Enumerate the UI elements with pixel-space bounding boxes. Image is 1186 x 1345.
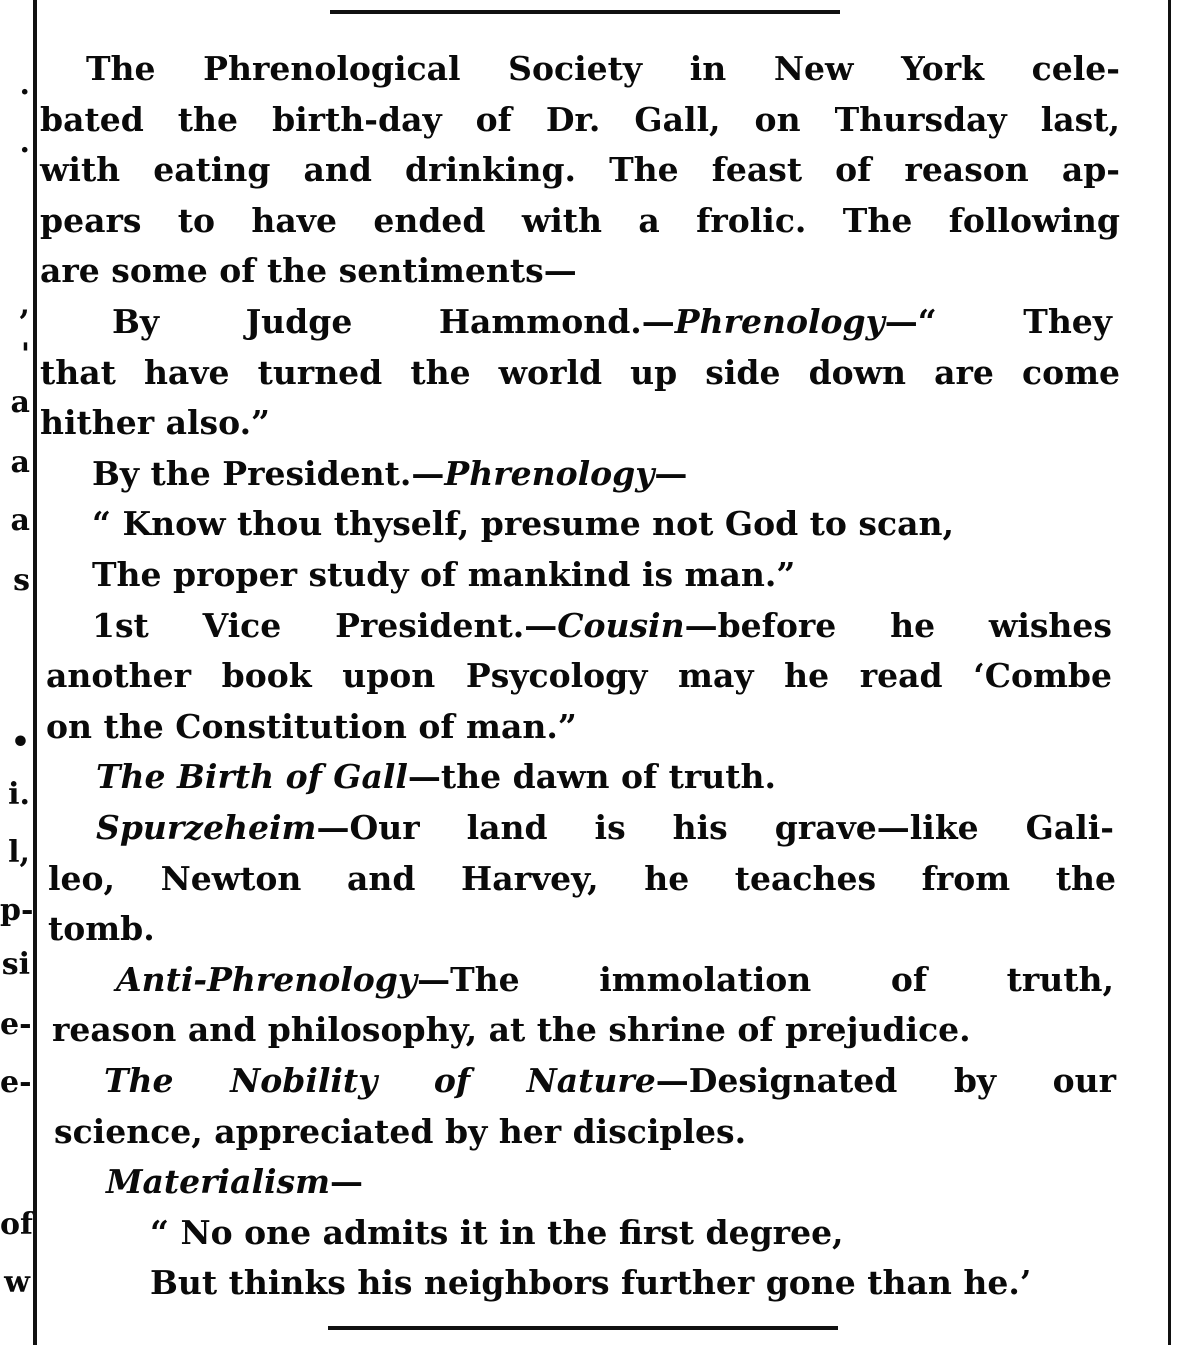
article-line (48, 854, 1116, 905)
article-text: pears to have ended with a frolic. The following (40, 200, 1120, 240)
article-line (48, 904, 1128, 955)
margin-fragment: i. (8, 777, 30, 812)
margin-fragment: a (10, 385, 30, 420)
margin-fragment: ' (20, 337, 30, 372)
margin-fragment: . (19, 125, 30, 160)
margin-fragment: l, (8, 835, 30, 870)
article-text: The proper study of mankind is man.” (92, 555, 796, 594)
article-line (40, 601, 1112, 652)
article-text: leo, Newton and Harvey, he teaches from the (48, 858, 1116, 898)
margin-fragment: e- (0, 1007, 32, 1042)
article-line (40, 246, 1120, 297)
toast-heading: The Birth of Gall (96, 757, 408, 797)
article-line (40, 44, 1120, 95)
article-line (40, 297, 1112, 348)
article-text: “ Know thou thyself, presume not God to scan, (92, 504, 954, 544)
article-line (40, 145, 1120, 196)
article-text: —before he wishes (684, 605, 1112, 645)
article-text: tomb. (48, 909, 155, 949)
article-line (46, 702, 1126, 753)
margin-fragment: e- (0, 1065, 32, 1100)
article-text: are some of the sentiments— (40, 251, 577, 291)
margin-fragment: , (19, 287, 30, 322)
toast-heading: Anti-Phrenology (116, 959, 418, 999)
article-line (40, 550, 1172, 601)
article-line (40, 1157, 1186, 1208)
article-text: bated the birth-day of Dr. Gall, on Thursday last, (40, 99, 1120, 139)
article-line (40, 803, 1114, 854)
article-text: —the dawn of truth. (407, 757, 777, 797)
article-text: “ No one admits it in the first degree, (150, 1212, 844, 1252)
article-line (40, 95, 1120, 146)
column-rule-left (33, 0, 37, 1345)
article-text: reason and philosophy, at the shrine of prejudice. (52, 1010, 971, 1050)
column-rule-right (1168, 0, 1171, 1345)
toast-heading: Cousin (557, 605, 685, 645)
article-line (40, 1258, 1186, 1309)
margin-fragment: . (19, 67, 30, 102)
article-text: —“ They (884, 302, 1112, 341)
article-text: The Phrenological Society in New York cele- (86, 49, 1120, 88)
article-text: —The immolation of truth, (417, 959, 1114, 999)
article-line (46, 651, 1112, 702)
article-line (52, 1005, 1132, 1056)
article-text: — (330, 1162, 364, 1202)
margin-fragment: of (0, 1207, 33, 1242)
section-rule-bottom (328, 1326, 838, 1330)
article-line (40, 449, 1172, 500)
article-text: science, appreciated by her disciples. (54, 1111, 747, 1151)
toast-heading: Materialism (106, 1162, 331, 1202)
article-text: By the President.— (92, 453, 445, 493)
article-text: But thinks his neighbors further gone than he.’ (150, 1263, 1032, 1303)
article-text: By Judge Hammond.— (112, 302, 675, 341)
article-text: hither also.” (40, 403, 271, 443)
toast-heading: Spurzeheim (96, 808, 317, 847)
article-text: with eating and drinking. The feast of reason ap- (40, 150, 1120, 190)
article-line (40, 196, 1120, 247)
margin-fragment: si (1, 947, 30, 982)
section-rule-top (330, 10, 840, 14)
article-line (40, 348, 1120, 399)
article-text: another book upon Psycology may he read ‘Combe (46, 656, 1112, 696)
article-text: on the Constitution of man.” (46, 706, 577, 746)
toast-heading: The Nobility of Nature (104, 1061, 656, 1100)
margin-fragment: w (4, 1265, 30, 1300)
margin-fragment: a (10, 503, 30, 538)
adjacent-column-fragments (0, 0, 34, 1345)
article-text: that have turned the world up side down are come (40, 352, 1120, 392)
article-line (40, 499, 1172, 550)
article-text: —Designated by our (655, 1061, 1116, 1100)
article-text: 1st Vice President.— (92, 605, 558, 645)
margin-fragment: p- (0, 893, 34, 928)
margin-fragment: a (10, 445, 30, 480)
article-text: —Our land is his grave—like Gali- (316, 808, 1114, 847)
margin-fragment: s (13, 563, 30, 598)
article-text: — (654, 453, 688, 493)
article-line (40, 1056, 1116, 1107)
article-line (40, 752, 1176, 803)
margin-fragment: • (10, 725, 30, 760)
toast-heading: Phrenology (444, 453, 655, 493)
article-line (40, 1208, 1186, 1259)
article-line (40, 955, 1114, 1006)
article-line (40, 398, 1120, 449)
article-line (54, 1107, 1134, 1158)
toast-heading: Phrenology (674, 302, 885, 341)
